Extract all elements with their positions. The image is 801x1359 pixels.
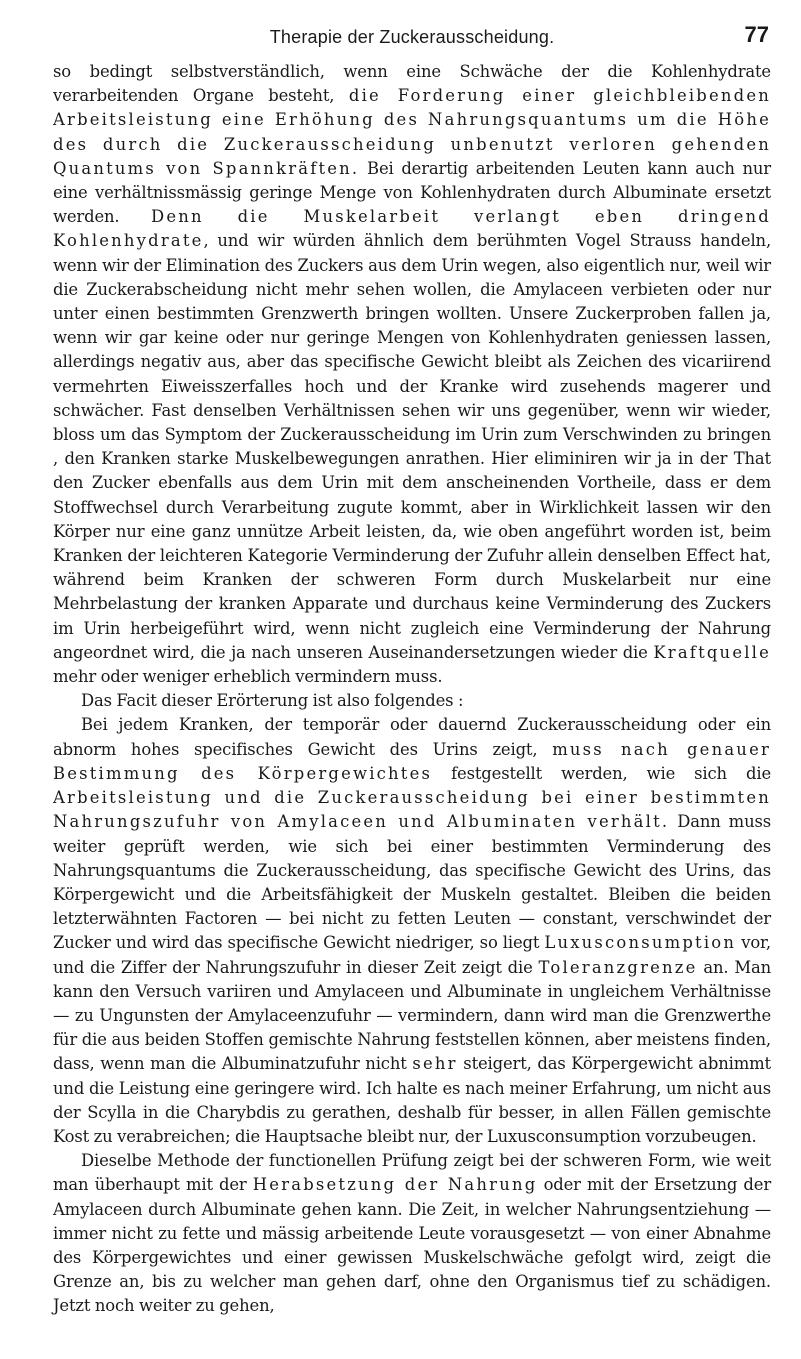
paragraph: [53, 713, 771, 1149]
spaced-emphasis-text: die Forderung einer gleichbleibenden Arbeitsleistung eine Erhöhung des Nahrungsquantums um die Höhe des durch die Zuckerausscheidung unbenutzt verloren gehenden Quantums von Spannkräften.: [53, 86, 771, 178]
paragraph-text: Bei derartig arbeitenden Leuten kann auch nur eine verhältnissmässig geringe Menge von Kohlenhydraten durch Albuminate ersetzt werden.: [53, 158, 771, 227]
spaced-emphasis-text: Luxusconsumption: [544, 933, 737, 953]
paragraph-text: mehr oder weniger erheblich vermindern muss.: [53, 667, 443, 687]
paragraph-text: steigert, das Körpergewicht abnimmt und die Leistung eine geringere wird. Ich halte es nach meiner Erfahrung, um nicht aus der Scylla in die Charybdis zu gerathen, deshalb für besser, in allen Fällen gemischte Kost zu verabreichen; die Hauptsache bleibt nur, der Luxusconsumption vorzubeugen.: [53, 1054, 771, 1146]
paragraph-text: festgestellt werden, wie sich die: [432, 763, 771, 783]
paragraph-text: Dann muss weiter geprüft werden, wie sich bei einer bestimmten Verminderung des Nahrungsquantums die Zuckerausscheidung, das specifische Gewicht des Urins, das Körpergewicht und die Arbeitsfähigkeit der Muskeln gestaltet. Bleiben die beiden letzterwähnten Factoren — bei nicht zu fetten Leuten — constant, verschwindet der Zucker und wird das specifische Gewicht niedriger, so liegt: [53, 812, 771, 953]
page-number: 77: [744, 22, 769, 47]
spaced-emphasis-text: sehr: [412, 1054, 458, 1074]
spaced-emphasis-text: Kraftquelle: [653, 642, 771, 662]
running-title: Therapie der Zuckerausscheidung.: [269, 27, 555, 47]
spaced-emphasis-text: Arbeitsleistung und die Zuckerausscheidung bei einer bestimmten Nahrungszufuhr von Amylaceen und Albuminaten verhält.: [53, 788, 771, 832]
paragraph-text: oder mit der Ersetzung der Amylaceen durch Albuminate gehen kann. Die Zeit, in welcher Nahrungsentziehung — immer nicht zu fette und mässig arbeitende Leute vorausgesetzt — von einer Abnahme des Körpergewichtes und einer gewissen Muskelschwäche gefolgt wird, zeigt die Grenze an, bis zu welcher man gehen darf, ohne den Organismus tief zu schädigen. Jetzt noch weiter zu gehen,: [53, 1175, 772, 1316]
spaced-emphasis-text: muss nach genauer Bestimmung des Körpergewichtes: [53, 739, 772, 783]
paragraph-text: Das Facit dieser Erörterung ist also folgendes :: [81, 691, 464, 711]
paragraph-text: Dieselbe Methode der functionellen Prüfung zeigt bei der schweren Form, wie weit man überhaupt mit der: [53, 1151, 771, 1195]
paragraph-text: so bedingt selbstverständlich, wenn eine Schwäche der die Kohlenhydrate verarbeitenden Organe besteht,: [53, 62, 771, 106]
paragraph-text: , und wir würden ähnlich dem berühmten Vogel Strauss handeln, wenn wir der Elimination des Zuckers aus dem Urin wegen, also eigentlich nur, weil wir die Zuckerabscheidung nicht mehr sehen wollen, die Amylaceen verbieten oder nur unter einen bestimmten Grenzwerth bringen wollten. Unsere Zuckerproben fallen ja, wenn wir gar keine oder nur geringe Mengen von Kohlenhydraten geniessen lassen, allerdings negativ aus, aber das specifische Gewicht bleibt als Zeichen des vicariirend vermehrten Eiweisszerfalles hoch und der Kranke wird zusehends magerer und schwächer. Fast denselben Verhältnissen sehen wir uns gegenüber, wenn wir wieder, bloss um das Symptom der Zuckerausscheidung im Urin zum Verschwinden zu bringen , den Kranken starke Muskelbewegungen anrathen. Hier eliminiren wir ja in der That den Zucker ebenfalls aus dem Urin mit dem anscheinenden Vortheile, dass er dem Stoffwechsel durch Verarbeitung zugute kommt, aber in Wirklichkeit lassen wir den Körper nur eine ganz unnütze Arbeit leisten, da, wie oben angeführt worden ist, beim Kranken der leichteren Kategorie Verminderung der Zufuhr allein denselben Effect hat, während beim Kranken der schweren Form durch Muskelarbeit nur eine Mehrbelastung der kranken Apparate und durchaus keine Verminderung des Zuckers im Urin herbeigeführt wird, wenn nicht zugleich eine Verminderung der Nahrung angeordnet wird, die ja nach unseren Auseinandersetzungen wieder die: [53, 231, 771, 662]
spaced-emphasis-text: Toleranzgrenze: [538, 957, 698, 977]
paragraph: [53, 60, 771, 689]
paragraph-text: an. Man kann den Versuch variiren und Amylaceen und Albuminate in ungleichem Verhältnisse — zu Ungunsten der Amylaceenzufuhr — vermindern, dann wird man die Grenzwerthe für die aus beiden Stoffen gemischte Nahrung feststellen können, aber meistens finden, dass, wenn man die Albuminatzufuhr nicht: [53, 957, 771, 1074]
paragraph: [53, 689, 771, 713]
spaced-emphasis-text: Herabsetzung der Nahrung: [252, 1175, 538, 1195]
paragraph: [53, 1149, 771, 1318]
paragraph-text: Bei jedem Kranken, der temporär oder dauernd Zuckerausscheidung oder ein abnorm hohes specifisches Gewicht des Urins zeigt,: [53, 715, 771, 759]
page-header: [53, 0, 771, 60]
spaced-emphasis-text: Denn die Muskelarbeit verlangt eben dringend Kohlenhydrate: [53, 207, 771, 251]
paragraph-text: vor, und die Ziffer der Nahrungszufuhr in dieser Zeit zeigt die: [53, 933, 771, 977]
body-text: [53, 60, 771, 1319]
